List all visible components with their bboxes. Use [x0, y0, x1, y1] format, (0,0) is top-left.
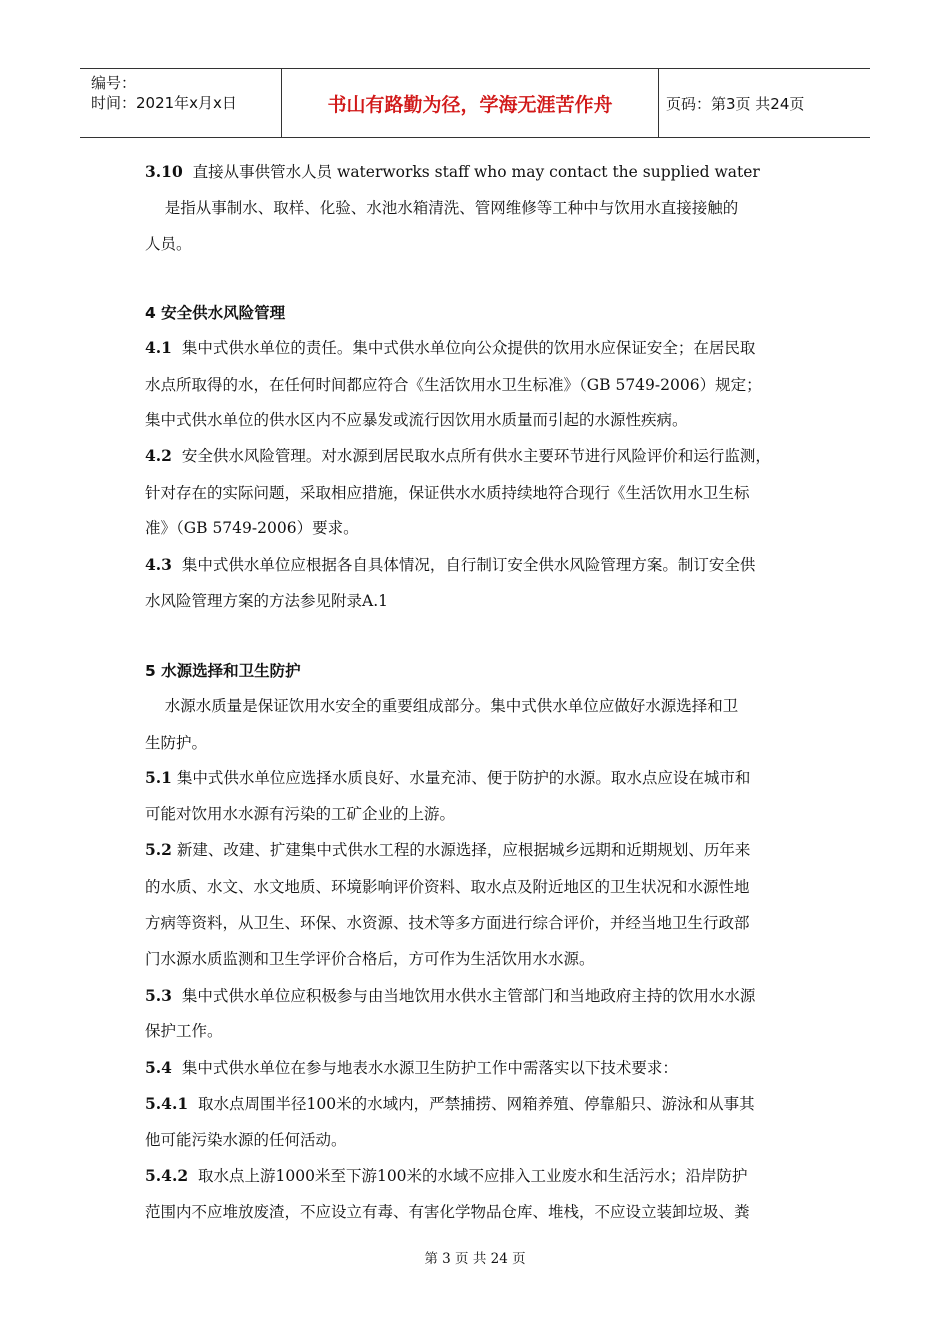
- clause-number: 4.2: [145, 446, 172, 465]
- clause-number: 5.4.1: [145, 1094, 189, 1113]
- line-3-10: 3.10 直接从事供管水人员 waterworks staff who may contact the supplied water: [145, 162, 760, 181]
- body-line: 的水质、水文、水文地质、环境影响评价资料、取水点及附近地区的卫生状况和水源性地: [145, 878, 750, 896]
- body-line: 人员。: [145, 235, 192, 253]
- page-header: [80, 68, 870, 138]
- clause-5-4-2: 5.4.2 取水点上游1000米至下游100米的水域不应排入工业废水和生活污水；沿岸防护: [145, 1166, 748, 1185]
- body-line: 准》（GB 5749-2006）要求。: [145, 519, 359, 537]
- clause-5-2: 5.2 新建、改建、扩建集中式供水工程的水源选择，应根据城乡远期和近期规划、历年来: [145, 840, 751, 859]
- page-footer: 第 3 页 共 24 页: [424, 1251, 526, 1267]
- page-number-cell: [660, 69, 870, 137]
- body-line: 保护工作。: [145, 1022, 223, 1040]
- clause-4-3: 4.3 集中式供水单位应根据各自具体情况，自行制订安全供水风险管理方案。制订安全供: [145, 555, 756, 574]
- clause-5-4-1: 5.4.1 取水点周围半径100米的水域内，严禁捕捞、网箱养殖、停靠船只、游泳和从事其: [145, 1094, 755, 1113]
- body-line: 集中式供水单位的供水区内不应暴发或流行因饮用水质量而引起的水源性疾病。: [145, 411, 688, 429]
- body-line: 水源水质量是保证饮用水安全的重要组成部分。集中式供水单位应做好水源选择和卫: [145, 697, 739, 715]
- page-label: 页码：第3页 共24页: [666, 94, 805, 113]
- clause-4-2: 4.2 安全供水风险管理。对水源到居民取水点所有供水主要环节进行风险评价和运行监测，: [145, 446, 771, 465]
- clause-number: 5.1: [145, 768, 172, 787]
- number-label: 编号：: [91, 74, 137, 92]
- motto-cell: [282, 69, 659, 137]
- body-line: 水风险管理方案的方法参见附录A.1: [145, 592, 388, 610]
- body-line: 是指从事制水、取样、化验、水池水箱清洗、管网维修等工种中与饮用水直接接触的: [145, 199, 739, 217]
- body-line: 方病等资料，从卫生、环保、水资源、技术等多方面进行综合评价，并经当地卫生行政部: [145, 914, 750, 932]
- body-line: 生防护。: [145, 734, 208, 752]
- section-heading-5: 5 水源选择和卫生防护: [145, 662, 301, 680]
- clause-number: 5.4.2: [145, 1166, 189, 1185]
- clause-number: 3.10: [145, 162, 183, 181]
- body-line: 他可能污染水源的任何活动。: [145, 1131, 347, 1149]
- clause-number: 4.3: [145, 555, 172, 574]
- clause-number: 4.1: [145, 338, 172, 357]
- body-line: 范围内不应堆放废渣，不应设立有毒、有害化学物品仓库、堆栈，不应设立装卸垃圾、粪: [145, 1203, 750, 1221]
- body-line: 门水源水质监测和卫生学评价合格后，方可作为生活饮用水水源。: [145, 950, 595, 968]
- clause-5-4: 5.4 集中式供水单位在参与地表水水源卫生防护工作中需落实以下技术要求：: [145, 1058, 678, 1077]
- time-label: 时间：2021年x月x日: [91, 94, 237, 112]
- clause-number: 5.4: [145, 1058, 172, 1077]
- header-info-cell: [80, 69, 282, 137]
- clause-4-1: 4.1 集中式供水单位的责任。集中式供水单位向公众提供的饮用水应保证安全；在居民取: [145, 338, 756, 357]
- clause-number: 5.2: [145, 840, 172, 859]
- body-line: 针对存在的实际问题，采取相应措施，保证供水水质持续地符合现行《生活饮用水卫生标: [145, 484, 750, 502]
- clause-number: 5.3: [145, 986, 172, 1005]
- clause-5-3: 5.3 集中式供水单位应积极参与由当地饮用水供水主管部门和当地政府主持的饮用水水源: [145, 986, 756, 1005]
- body-line: 水点所取得的水，在任何时间都应符合《生活饮用水卫生标准》（GB 5749-2006）规定；: [145, 376, 762, 394]
- clause-5-1: 5.1 集中式供水单位应选择水质良好、水量充沛、便于防护的水源。取水点应设在城市和: [145, 768, 751, 787]
- section-heading-4: 4 安全供水风险管理: [145, 304, 286, 322]
- motto-text: 书山有路勤为径，学海无涯苦作舟: [327, 93, 613, 116]
- body-line: 可能对饮用水水源有污染的工矿企业的上游。: [145, 805, 456, 823]
